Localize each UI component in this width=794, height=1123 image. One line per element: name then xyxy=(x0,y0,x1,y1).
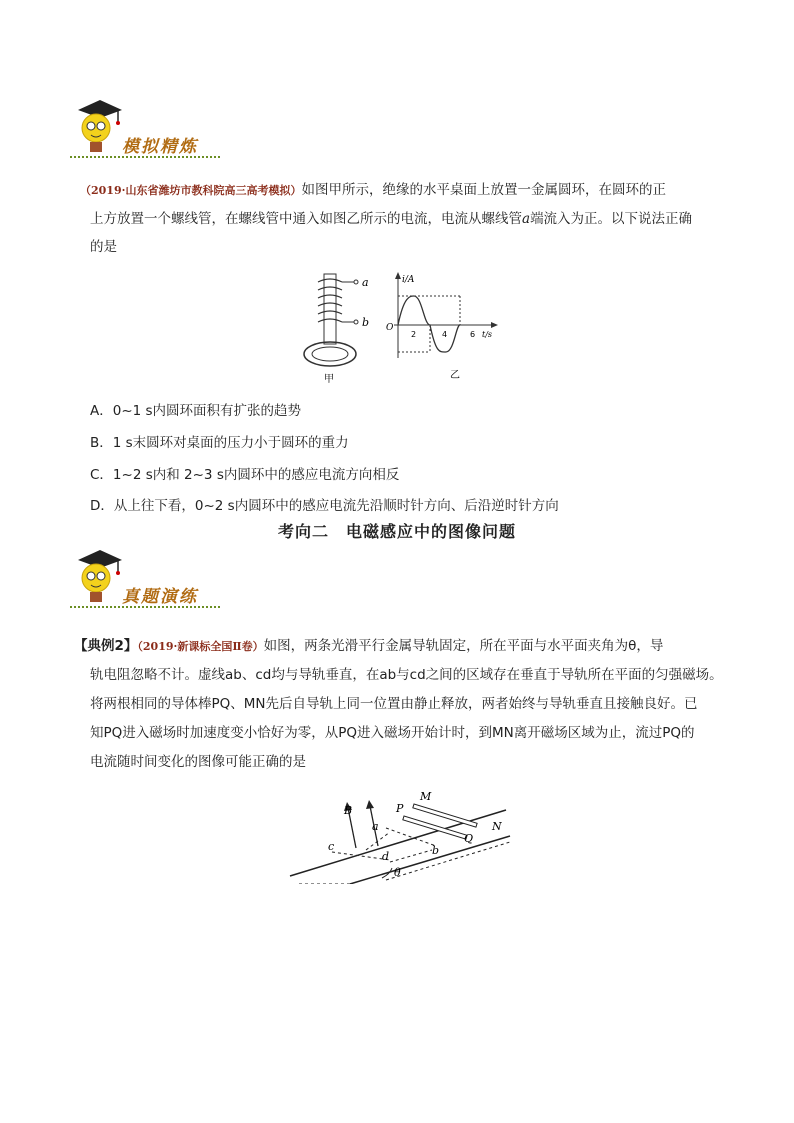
tick-label: 2 xyxy=(411,330,417,339)
label-theta: θ xyxy=(394,866,401,879)
section-underline xyxy=(70,156,220,158)
label-M: M xyxy=(420,790,432,803)
example-tag: 【典例2】 xyxy=(74,638,138,654)
label-c: c xyxy=(328,840,335,853)
option-b: B．1 s末圆环对桌面的压力小于圆环的重力 xyxy=(90,435,349,451)
label-B: B xyxy=(344,804,353,817)
question-line: 如图，两条光滑平行金属导轨固定，所在平面与水平面夹角为θ，导 xyxy=(263,638,664,654)
option-d: D．从上往下看，0~2 s内圆环中的感应电流先沿顺时针方向、后沿逆时针方向 xyxy=(90,498,559,514)
section-title: 真题演练 xyxy=(122,587,198,607)
label-Q: Q xyxy=(464,832,474,845)
question-line: 轨电阻忽略不计。虚线ab、cd均与导轨垂直，在ab与cd之间的区域存在垂直于导轨所在平面的匀强磁场。 xyxy=(90,667,723,683)
question-line: 的是 xyxy=(90,239,117,255)
figure-inclined-rails xyxy=(286,788,516,884)
label-d: d xyxy=(382,850,390,863)
label-b: b xyxy=(432,844,440,857)
label-b: b xyxy=(362,316,370,329)
option-c: C．1~2 s内和 2~3 s内圆环中的感应电流方向相反 xyxy=(90,467,400,483)
label-a: a xyxy=(372,820,379,833)
tick-label: 4 xyxy=(442,330,448,339)
question-source: （2019·新课标全国Ⅱ卷） xyxy=(137,640,264,653)
question-source: （2019·山东省潍坊市教科院高三高考模拟） xyxy=(80,184,302,197)
section-header-1 xyxy=(70,96,230,166)
label-a: a xyxy=(362,276,369,289)
question-line: 将两根相同的导体棒PQ、MN先后自导轨上同一位置由静止释放，两者始终与导轨垂直且接触良好。已 xyxy=(90,696,698,712)
variable: a xyxy=(522,211,531,227)
question-line: 上方放置一个螺线管，在螺线管中通入如图乙所示的电流，电流从螺线管 xyxy=(90,211,522,227)
figure-solenoid xyxy=(300,268,380,386)
figure-caption-jia: 甲 xyxy=(324,374,334,385)
scholar-mascot-icon xyxy=(72,546,124,608)
y-axis-label: i/A xyxy=(402,275,415,285)
label-P: P xyxy=(396,802,404,815)
figure-current-graph xyxy=(384,270,509,384)
scholar-mascot-icon xyxy=(72,96,124,158)
topic-heading: 考向二 电磁感应中的图像问题 xyxy=(277,522,516,541)
question-line: 端流入为正。以下说法正确 xyxy=(530,211,693,227)
question-line: 知PQ进入磁场时加速度变小恰好为零，从PQ进入磁场开始计时，到MN离开磁场区域为止，流过PQ的 xyxy=(90,725,695,741)
origin-label: O xyxy=(386,323,394,333)
tick-label: 6 xyxy=(470,330,476,339)
question-line: 电流随时间变化的图像可能正确的是 xyxy=(90,754,306,770)
sine-curve xyxy=(398,296,460,352)
section-header-2 xyxy=(70,546,230,616)
question-2-text xyxy=(74,632,734,777)
question-line: 如图甲所示，绝缘的水平桌面上放置一金属圆环，在圆环的正 xyxy=(301,182,666,198)
figure-caption-yi: 乙 xyxy=(450,370,460,381)
section-underline xyxy=(70,606,220,608)
label-N: N xyxy=(492,820,502,833)
question-1-text xyxy=(80,176,730,261)
x-axis-label: t/s xyxy=(482,330,493,339)
option-a: A．0~1 s内圆环面积有扩张的趋势 xyxy=(90,403,302,419)
section-title: 模拟精炼 xyxy=(122,137,198,157)
